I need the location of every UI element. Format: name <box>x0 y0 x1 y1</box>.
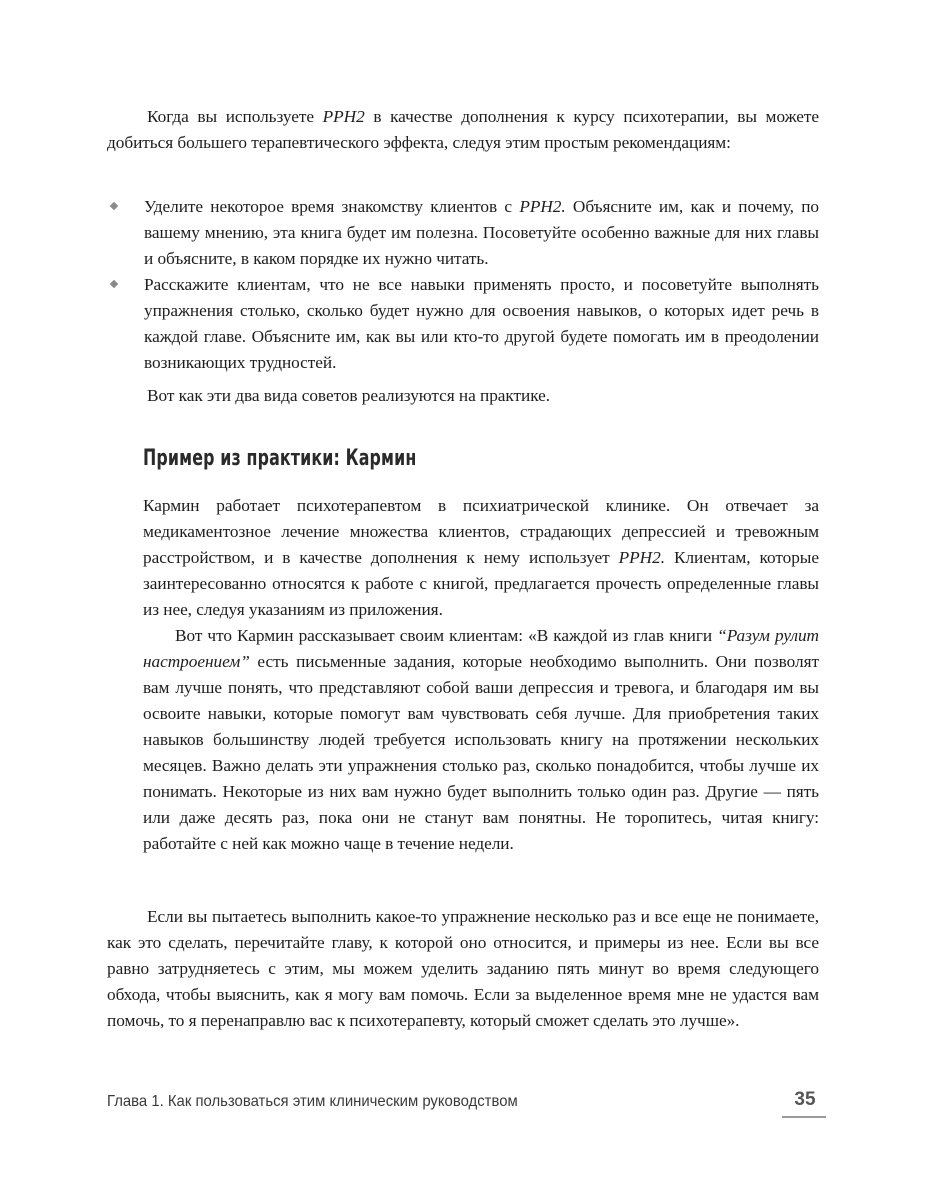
case-p2-text-start: Вот что Кармин рассказывает своим клиентам: «В каждой из глав книги <box>175 626 718 645</box>
diamond-bullet-icon <box>110 280 118 288</box>
diamond-bullet-icon <box>110 202 118 210</box>
case-paragraph-1 <box>143 493 819 623</box>
case-p2-text-end: есть письменные задания, которые необходимо выполнить. Они позволят вам лучше понять, что представляют собой ваши депрессия и тревога, и благодаря им вы освоите навыки, которые помогут вам чувствовать себя лучше. Для приобретения таких навыков большинству людей требуется использовать книгу на протяжении нескольких месяцев. Важно делать эти упражнения столько раз, сколько понадобится, чтобы лучше их понимать. Некоторые из них вам нужно будет выполнить только один раз. Другие — пять или даже десять раз, пока они не станут вам понятны. Не торопитесь, читая книгу: работайте с ней как можно чаще в течение недели. <box>143 652 819 853</box>
bullet-2-text: Расскажите клиентам, что не все навыки применять просто, и посоветуйте выполнять упражнения столько, сколько будет нужно для освоения навыков, о которых идет речь в каждой главе. Объясните им, как вы или кто-то другой будете помогать им в преодолении возникающих трудностей. <box>144 275 819 372</box>
transition-paragraph: Вот как эти два вида советов реализуются на практике. <box>147 386 551 405</box>
intro-paragraph <box>107 104 819 156</box>
case-paragraph-2 <box>143 623 819 857</box>
case-paragraph-3: Если вы пытаетесь выполнить какое-то упражнение несколько раз и все еще не понимаете, как это сделать, перечитайте главу, к которой оно относится, и примеры из нее. Если вы все равно затрудняетесь с этим, мы можем уделить заданию пять минут во время следующего обхода, чтобы выяснить, как я могу вам помочь. Если за выделенное время мне не удастся вам помочь, то я перенаправлю вас к психотерапевту, который сможет сделать это лучше». <box>107 907 819 1030</box>
case-p1-text-end: Клиентам, которые заинтересованно относятся к работе с книгой, предлагается прочесть определенные главы из нее, следуя указаниям из приложения. <box>143 548 819 619</box>
intro-text-end: в качестве дополнения к курсу психотерапии, вы можете добиться большего терапевтического эффекта, следуя этим простым рекомендациям: <box>107 107 820 152</box>
intro-text-start: Когда вы используете <box>147 107 323 126</box>
bullet-1-book-abbrev: PPH2. <box>519 197 566 216</box>
list-item <box>107 194 819 272</box>
case-p1-book-abbrev: PPH2. <box>618 548 665 567</box>
recommendations-list <box>107 194 819 376</box>
list-item <box>107 272 819 376</box>
section-heading: Пример из практики: Кармин <box>143 446 417 471</box>
bullet-1-text-start: Уделите некоторое время знакомству клиентов с <box>144 197 520 216</box>
case-p2-book-title: “Разум рулит настроением” <box>143 626 819 671</box>
page-number-underline <box>782 1116 826 1118</box>
case-study-box <box>143 493 819 857</box>
intro-book-abbrev: PPH2 <box>322 107 365 126</box>
bullet-1-text-end: Объясните им, как и почему, по вашему мнению, эта книга будет им полезна. Посоветуйте особенно важные для них главы и объясните, в каком порядке их нужно читать. <box>144 197 819 268</box>
page-number: 35 <box>794 1089 816 1110</box>
case-p1-text-start: Кармин работает психотерапевтом в психиатрической клинике. Он отвечает за медикаментозное лечение множества клиентов, страдающих депрессией и тревожным расстройством, и в качестве дополнения к нему использует <box>143 496 819 567</box>
running-footer-chapter-title: Глава 1. Как пользоваться этим клиническим руководством <box>107 1093 518 1110</box>
